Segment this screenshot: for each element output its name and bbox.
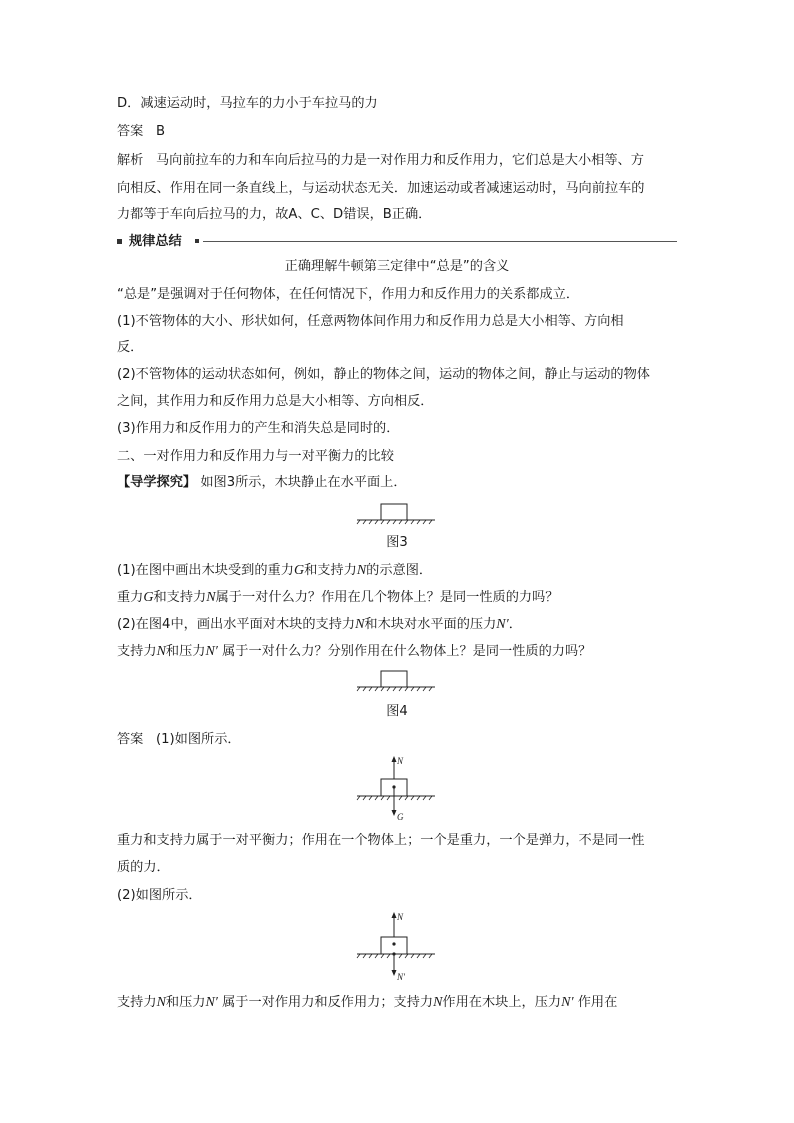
- label-n: N: [397, 912, 404, 922]
- rule-summary-header: [117, 233, 677, 251]
- bullet-square-icon: [117, 239, 122, 244]
- question-2b: 支持力N和压力N′ 属于一对什么力？分别作用在什么物体上？是同一性质的力吗？: [117, 644, 592, 659]
- rule-subtitle: 正确理解牛顿第三定律中“总是”的含义: [284, 259, 510, 274]
- arrow-head-down-icon: [392, 810, 397, 816]
- analysis-label: 解析: [117, 153, 144, 168]
- answer-label: 答案: [117, 124, 144, 139]
- guide-label: 【导学探究】: [117, 475, 197, 490]
- answer-2: 答案 (1)如图所示．: [117, 732, 241, 747]
- analysis-line-3: 力都等于车向后拉马的力，故A、C、D错误，B正确．: [117, 207, 432, 222]
- figure-4-caption: 图4: [386, 704, 408, 719]
- answer-text-3: 支持力N和压力N′ 属于一对作用力和反作用力；支持力N作用在木块上，压力N′ 作用在: [117, 995, 618, 1010]
- rule-line-5: 之间，其作用力和反作用力总是大小相等、方向相反．: [117, 394, 434, 409]
- arrow-head-down-icon: [392, 970, 397, 976]
- label-n: N: [397, 756, 404, 766]
- center-dot: [392, 942, 395, 945]
- answer-figure-2: [354, 910, 438, 984]
- ground-hatch: [357, 687, 432, 691]
- label-g: G: [397, 812, 404, 822]
- rule-line-1: “总是”是强调对于任何物体，在任何情况下，作用力和反作用力的关系都成立．: [117, 287, 580, 302]
- guide-text: 如图3所示，木块静止在水平面上．: [200, 475, 407, 490]
- divider: [203, 241, 677, 242]
- option-d: D．减速运动时，马拉车的力小于车拉马的力: [117, 96, 378, 111]
- block: [381, 504, 407, 520]
- answer-1: [117, 123, 677, 141]
- answer-text-1a: 重力和支持力属于一对平衡力；作用在一个物体上；一个是重力，一个是弹力，不是同一性: [117, 833, 645, 848]
- figure-4: [354, 668, 438, 692]
- answer-text-1b: 质的力．: [117, 860, 170, 875]
- figure-3-caption: 图3: [386, 535, 408, 550]
- rule-line-4: (2)不管物体的运动状态如何，例如，静止的物体之间，运动的物体之间，静止与运动的物体: [117, 367, 650, 382]
- section-2-title: 二、一对作用力和反作用力与一对平衡力的比较: [117, 449, 394, 464]
- guide-line: [117, 474, 677, 492]
- figure-3: [354, 501, 438, 525]
- rule-summary-heading: 规律总结: [129, 234, 182, 249]
- bullet-square-icon: [195, 239, 199, 243]
- answer-label: 答案: [117, 732, 144, 747]
- answer-value: B: [155, 124, 166, 139]
- analysis-line-2: 向相反、作用在同一条直线上，与运动状态无关．加速运动或者减速运动时，马向前拉车的: [117, 181, 645, 196]
- ground-hatch: [357, 520, 432, 524]
- rule-line-2: (1)不管物体的大小、形状如何，任意两物体间作用力和反作用力总是大小相等、方向相: [117, 314, 624, 329]
- question-1: (1)在图中画出木块受到的重力G和支持力N的示意图．: [117, 563, 433, 578]
- label-n-prime: N′: [397, 972, 405, 982]
- question-2: (2)在图4中，画出水平面对木块的支持力N和木块对水平面的压力N′．: [117, 617, 522, 632]
- answer-text-2: (2)如图所示．: [117, 888, 202, 903]
- question-1b: 重力G和支持力N属于一对什么力？作用在几个物体上？是同一性质的力吗？: [117, 590, 559, 605]
- block: [381, 671, 407, 687]
- arrow-head-up-icon: [392, 912, 397, 918]
- rule-line-3: 反．: [117, 340, 144, 355]
- arrow-head-up-icon: [392, 756, 397, 762]
- answer-figure-1: [354, 754, 438, 822]
- analysis-line-1: 解析 马向前拉车的力和车向后拉马的力是一对作用力和反作用力，它们总是大小相等、方: [117, 153, 644, 168]
- rule-line-6: (3)作用力和反作用力的产生和消失总是同时的．: [117, 421, 400, 436]
